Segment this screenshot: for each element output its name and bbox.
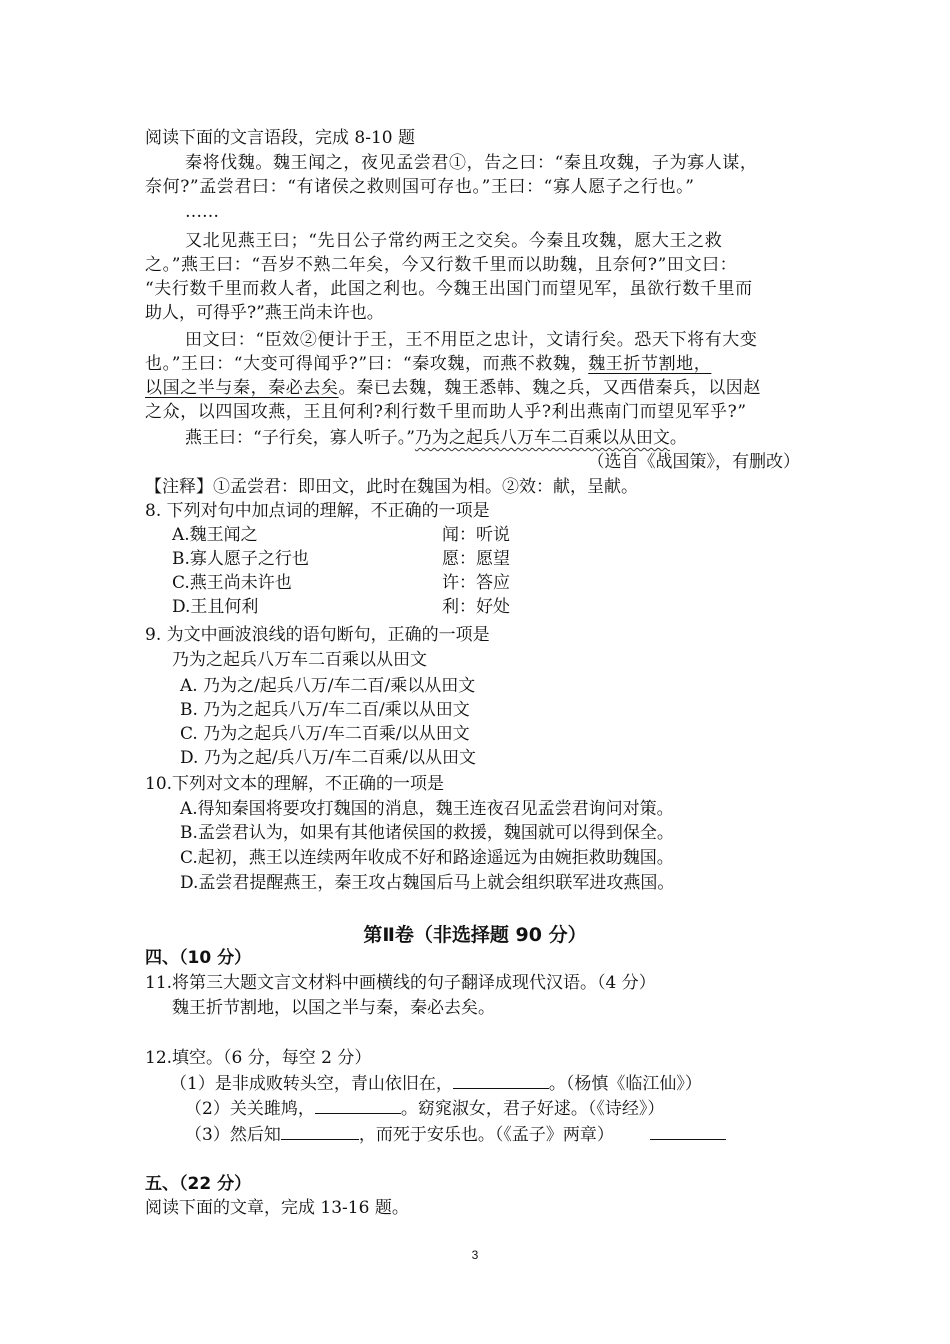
- answer-blank[interactable]: [281, 1121, 359, 1140]
- q8-gloss: 闻：听说: [442, 525, 510, 545]
- q12-item: [185, 1095, 664, 1121]
- answer-blank[interactable]: [453, 1070, 549, 1089]
- passage-line: 又北见燕王曰；“先日公子常约两王之交矣。今秦且攻魏，愿大王之救: [185, 231, 723, 251]
- q10-option: B.孟尝君认为，如果有其他诸侯国的救援，魏国就可以得到保全。: [180, 823, 674, 843]
- passage-line: 秦将伐魏。魏王闻之，夜见孟尝君①，告之曰：“秦且攻魏，子为寡人谋，: [185, 153, 758, 173]
- part-two-title: 第Ⅱ卷（非选择题 90 分）: [363, 924, 587, 946]
- passage-line: [185, 426, 687, 450]
- q8-option: D.王且何利: [172, 597, 259, 617]
- q8-option: B.寡人愿子之行也: [172, 549, 309, 569]
- q12-item-text: （3）然后知: [185, 1125, 281, 1145]
- passage-line: 奈何?”孟尝君曰：“有诸侯之救则国可存也。”王曰：“寡人愿子之行也。”: [145, 177, 695, 197]
- q8-stem: 8. 下列对句中加点词的理解，不正确的一项是: [145, 501, 490, 521]
- q9-option: C. 乃为之起兵八万/车二百乘/以从田文: [180, 724, 470, 744]
- section-five-intro: 阅读下面的文章，完成 13-16 题。: [145, 1198, 409, 1218]
- q10-option: C.起初，燕王以连续两年收成不好和路途遥远为由婉拒救助魏国。: [180, 848, 674, 868]
- q8-gloss: 许：答应: [442, 573, 510, 593]
- q12-item-text: （1）是非成败转头空，青山依旧在，: [170, 1074, 453, 1094]
- q11-sentence: 魏王折节割地，以国之半与秦，秦必去矣。: [172, 998, 495, 1018]
- q10-option: D.孟尝君提醒燕王，秦王攻占魏国后马上就会组织联军进攻燕国。: [180, 873, 675, 893]
- page-number: 3: [471, 1248, 479, 1262]
- q12-item: [185, 1121, 726, 1147]
- q12-item-text: 。窈窕淑女，君子好逑。（《诗经》）: [400, 1099, 665, 1119]
- section-four-heading: 四、（10 分）: [145, 948, 252, 968]
- q9-stem: 9. 为文中画波浪线的语句断句，正确的一项是: [145, 625, 490, 645]
- q10-option: A.得知秦国将要攻打魏国的消息，魏王连夜召见孟尝君询问对策。: [180, 799, 674, 819]
- q8-option: C.燕王尚未许也: [172, 573, 292, 593]
- passage-line: [145, 376, 761, 400]
- passage-line: [145, 352, 711, 376]
- q12-item-text: （2）关关雎鸠，: [185, 1099, 315, 1119]
- passage-line: 田文曰：“臣效②便计于王，王不用臣之忠计，文请行矣。恐天下将有大变: [185, 330, 758, 350]
- passage-line: “夫行数千里而救人者，此国之利也。今魏王出国门而望见军，虽欲行数千里而: [145, 279, 753, 299]
- passage-line: 助人，可得乎?”燕王尚未许也。: [145, 303, 384, 323]
- passage-text: 燕王曰：“子行矣，寡人听子。”: [185, 428, 415, 448]
- q9-option: D. 乃为之起/兵八万/车二百乘/以从田文: [180, 748, 477, 768]
- q9-option: A. 乃为之/起兵八万/车二百/乘以从田文: [180, 676, 476, 696]
- q8-gloss: 愿：愿望: [442, 549, 510, 569]
- passage-text: 也。”王曰：“大变可得闻乎?”曰：“秦攻魏，而燕不救魏，: [145, 354, 589, 374]
- q12-item-text: ，而死于安乐也。（《孟子》两章）: [358, 1125, 614, 1145]
- passage-text: 。秦已去魏，魏王悉韩、魏之兵，又西借秦兵，以因赵: [338, 378, 762, 398]
- answer-blank[interactable]: [315, 1095, 401, 1114]
- wavy-underlined-sentence: 乃为之起兵八万车二百乘以从田文: [414, 428, 670, 448]
- q9-option: B. 乃为之起兵八万/车二百/乘以从田文: [180, 700, 470, 720]
- section-five-heading: 五、（22 分）: [145, 1174, 252, 1194]
- q9-sentence: 乃为之起兵八万车二百乘以从田文: [172, 650, 427, 670]
- passage-ellipsis: ……: [185, 202, 219, 222]
- q8-option: A.魏王闻之: [172, 525, 258, 545]
- q10-stem: 10.下列对文本的理解，不正确的一项是: [145, 774, 445, 794]
- q12-item: [170, 1070, 702, 1096]
- passage-line: 之众，以四国攻燕，王且何利?利行数千里而助人乎?利出燕南门而望见军乎?”: [145, 402, 747, 422]
- answer-blank[interactable]: [650, 1121, 726, 1140]
- passage-source: （选自《战国策》，有删改）: [587, 452, 800, 472]
- passage-note: 【注释】①孟尝君：即田文，此时在魏国为相。②效：献，呈献。: [145, 477, 638, 497]
- passage-line: 之。”燕王曰：“吾岁不熟二年矣，今又行数千里而以助魏，且奈何?”田文曰：: [145, 255, 738, 275]
- passage-intro: 阅读下面的文言语段，完成 8-10 题: [145, 128, 415, 148]
- q8-gloss: 利：好处: [442, 597, 510, 617]
- passage-text: 。: [669, 428, 687, 448]
- underlined-sentence: 以国之半与秦，秦必去矣: [145, 378, 339, 398]
- q11-stem: 11.将第三大题文言文材料中画横线的句子翻译成现代汉语。（4 分）: [145, 973, 656, 993]
- q12-item-text: 。（杨慎《临江仙》）: [548, 1074, 702, 1094]
- q12-stem: 12.填空。（6 分，每空 2 分）: [145, 1048, 372, 1068]
- underlined-sentence: 魏王折节割地，: [588, 354, 712, 374]
